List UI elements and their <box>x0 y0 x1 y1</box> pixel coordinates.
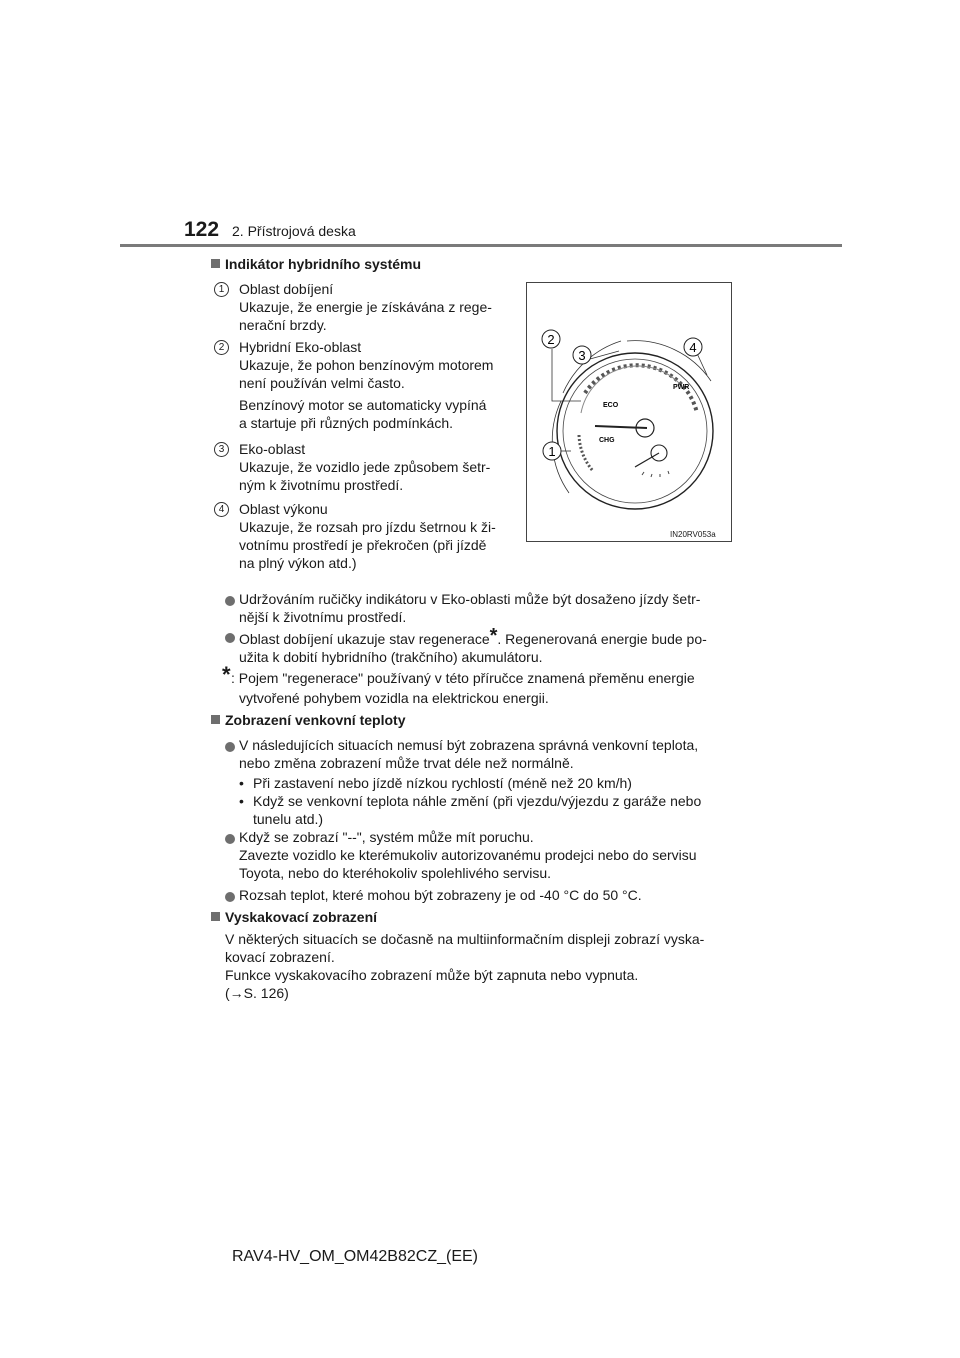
bullet-line: Zavezte vozidlo ke kterémukoliv autorizovanému prodejci nebo do servisu <box>239 847 697 863</box>
hybrid-gauge-illustration <box>527 283 731 541</box>
square-bullet-icon <box>211 912 220 921</box>
dot-bullet-icon <box>225 831 235 849</box>
bullet-line: nebo změna zobrazení může trvat déle než normálně. <box>239 755 574 771</box>
bullet-paragraph <box>239 828 743 882</box>
item-desc-line: není používán velmi často. <box>239 375 405 391</box>
header-rule <box>120 244 842 247</box>
bullet-line: užita k dobití hybridního (trakčního) akumulátoru. <box>239 649 543 665</box>
callout-number: 3 <box>214 442 229 457</box>
bullet-line: nější k životnímu prostředí. <box>239 609 407 625</box>
sub-gauge-ticks <box>642 471 669 477</box>
square-bullet-icon <box>211 715 220 724</box>
dot-bullet-icon <box>225 889 235 907</box>
bullet-paragraph: Rozsah teplot, které mohou být zobrazeny je od -40 °C do 50 °C. <box>239 887 642 903</box>
bullet-line: V následujících situacích nemusí být zobrazena správná venkovní teplota, <box>239 737 699 753</box>
item-desc-line: Ukazuje, že vozidlo jede způsobem šetr- <box>239 459 491 475</box>
paragraph-line: V některých situacích se dočasně na multiinformačním displeji zobrazí vyska- <box>225 931 705 947</box>
bullet-paragraph <box>239 627 743 666</box>
sub-list-item: • Když se venkovní teplota náhle změní (při vjezdu/výjezdu z garáže nebo <box>239 793 702 809</box>
dot-bullet-icon <box>225 593 235 611</box>
sub-list-item-continuation: tunelu atd.) <box>253 811 324 827</box>
page-number: 122 <box>184 218 220 241</box>
item-desc-line: ným k životnímu prostředí. <box>239 477 404 493</box>
footnote-line: vytvořené pohybem vozidla na elektrickou energii. <box>239 690 549 706</box>
item-title: Oblast výkonu <box>239 501 328 517</box>
footnote-marker: * <box>489 625 498 647</box>
item-desc-line: Ukazuje, že pohon benzínovým motorem <box>239 357 494 373</box>
gauge-pwr-label: PWR <box>673 384 690 391</box>
item-title: Eko-oblast <box>239 441 306 457</box>
item-desc-line: Ukazuje, že rozsah pro jízdu šetrnou k ži- <box>239 519 496 535</box>
bullet-line: Toyota, nebo do kteréhokoliv spolehlivého servisu. <box>239 865 552 881</box>
footer-manual-code: RAV4-HV_OM_OM42B82CZ_(EE) <box>232 1248 478 1265</box>
hybrid-indicator-figure <box>526 282 732 542</box>
list-item <box>239 500 515 572</box>
gauge-charge-arc <box>579 435 593 471</box>
footnote-line: : Pojem "regenerace" používaný v této příručce znamená přeměnu energie <box>231 670 695 686</box>
list-item <box>239 280 515 334</box>
item-extra-line: a startuje při různých podmínkách. <box>239 415 453 431</box>
item-title: Hybridní Eko-oblast <box>239 339 362 355</box>
bullet-line: Když se zobrazí "--", systém může mít poruchu. <box>239 829 534 845</box>
callout-2-number: 2 <box>547 332 555 347</box>
item-desc-line: nerační brzdy. <box>239 317 327 333</box>
bullet-line: Udržováním ručičky indikátoru v Eko-oblasti může být dosaženo jízdy šetr- <box>239 591 701 607</box>
item-desc-line: na plný výkon atd.) <box>239 555 357 571</box>
popup-paragraph <box>225 930 745 1002</box>
bullet-paragraph <box>239 590 743 626</box>
footnote <box>231 668 743 708</box>
item-extra <box>239 396 515 432</box>
section-heading-hybrid: Indikátor hybridního systému <box>211 256 421 272</box>
callout-1-number: 1 <box>548 444 556 459</box>
item-desc-line: votnímu prostředí je překročen (při jízdě <box>239 537 487 553</box>
list-item <box>239 440 515 494</box>
gauge-bezel <box>557 353 713 509</box>
page-reference[interactable]: (→S. 126) <box>225 985 289 1001</box>
callout-number: 4 <box>214 502 229 517</box>
callout-number: 1 <box>214 282 229 297</box>
item-title: Oblast dobíjení <box>239 281 334 297</box>
callout-4-number: 4 <box>689 340 697 355</box>
item-extra-line: Benzínový motor se automaticky vypíná <box>239 397 487 413</box>
figure-code: IN20RV053a <box>670 530 716 539</box>
dot-bullet-icon <box>225 739 235 757</box>
list-item <box>239 338 515 392</box>
section-heading-popup: Vyskakovací zobrazení <box>211 909 377 925</box>
section-heading-temperature: Zobrazení venkovní teploty <box>211 712 405 728</box>
bullet-line: Oblast dobíjení ukazuje stav regenerace*. Regenerovaná energie bude po- <box>239 625 707 647</box>
gauge-inner-ring <box>563 359 707 503</box>
callout-number: 2 <box>214 340 229 355</box>
gauge-eco-label: ECO <box>603 402 619 409</box>
paragraph-line: kovací zobrazení. <box>225 949 335 965</box>
footnote-star: * <box>222 662 231 687</box>
item-desc-line: Ukazuje, že energie je získávána z rege- <box>239 299 492 315</box>
chapter-title: 2. Přístrojová deska <box>232 223 356 239</box>
gauge-chg-label: CHG <box>599 437 615 444</box>
sub-list <box>239 774 743 828</box>
sub-list-item: • Při zastavení nebo jízdě nízkou rychlostí (méně než 20 km/h) <box>239 775 632 791</box>
square-bullet-icon <box>211 259 220 268</box>
paragraph-line: Funkce vyskakovacího zobrazení může být zapnuta nebo vypnuta. <box>225 967 639 983</box>
callout-3-number: 3 <box>578 348 586 363</box>
dot-bullet-icon <box>225 630 235 648</box>
bullet-paragraph <box>239 736 743 772</box>
